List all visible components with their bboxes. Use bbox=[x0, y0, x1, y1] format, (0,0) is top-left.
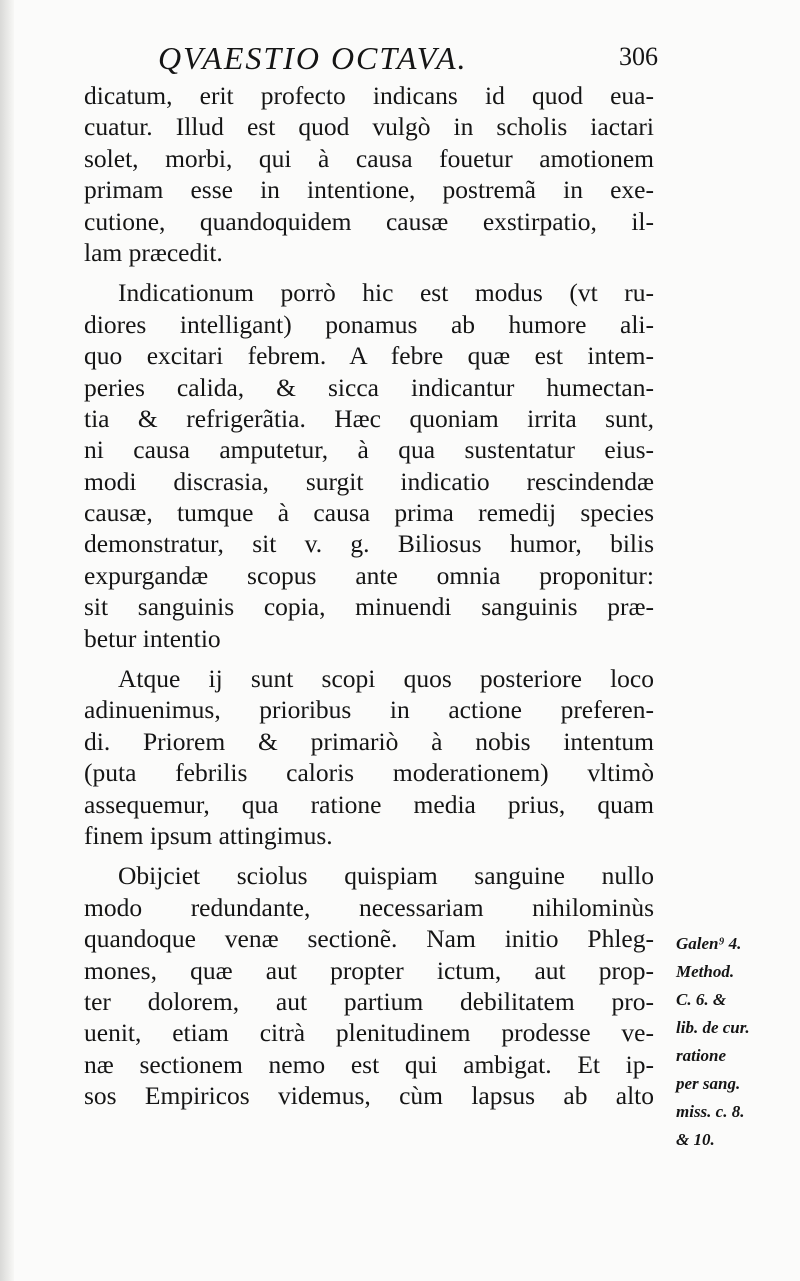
text-line: demonstratur, sit v. g. Biliosus humor, bilis bbox=[84, 529, 654, 559]
text-line: causæ, tumque à causa prima remedij species bbox=[84, 498, 654, 528]
margin-note-line: lib. de cur. bbox=[676, 1018, 750, 1037]
text-line: betur intentio bbox=[84, 623, 221, 653]
text-line: tia & refrigerãtia. Hæc quoniam irrita sunt, bbox=[84, 403, 654, 433]
text-line: (puta febrilis caloris moderationem) vltimò bbox=[84, 758, 654, 788]
text-line: quo excitari febrem. A febre quæ est intem- bbox=[84, 341, 654, 371]
text-line: sos Empiricos videmus, cùm lapsus ab alto bbox=[84, 1081, 654, 1111]
text-line: næ sectionem nemo est qui ambigat. Et ip- bbox=[84, 1049, 654, 1079]
text-line: solet, morbi, qui à causa fouetur amotionem bbox=[84, 143, 654, 173]
margin-note-line: C. 6. & bbox=[676, 990, 727, 1009]
margin-note-line: Method. bbox=[676, 962, 735, 981]
text-line: finem ipsum attingimus. bbox=[84, 820, 333, 850]
running-head: QVAESTIO OCTAVA. bbox=[158, 40, 468, 76]
page-header bbox=[158, 40, 658, 80]
margin-note-line: ratione bbox=[676, 1046, 727, 1065]
margin-note-line: Galen⁹ 4. bbox=[676, 934, 742, 953]
page-number: 306 bbox=[619, 42, 658, 71]
marginal-reference bbox=[676, 930, 798, 1154]
text-line: cutione, quandoquidem causæ exstirpatio, il- bbox=[84, 206, 654, 236]
margin-note-line: & 10. bbox=[676, 1130, 715, 1149]
text-line: expurgandæ scopus ante omnia proponitur: bbox=[84, 560, 654, 590]
text-line: ni causa amputetur, à qua sustentatur eius- bbox=[84, 435, 654, 465]
text-line: dicatum, erit profecto indicans id quod eua- bbox=[84, 81, 654, 110]
margin-note-line: per sang. bbox=[676, 1074, 741, 1093]
text-line: di. Priorem & primariò à nobis intentum bbox=[84, 726, 654, 756]
page-gutter-shadow bbox=[0, 0, 14, 1281]
text-line: adinuenimus, prioribus in actione preferen- bbox=[84, 695, 654, 725]
text-line: quandoque venæ sectionẽ. Nam initio Phleg- bbox=[84, 924, 654, 954]
body-text bbox=[84, 80, 654, 1112]
text-line: Obijciet sciolus quispiam sanguine nullo bbox=[118, 861, 654, 891]
margin-note-line: miss. c. 8. bbox=[676, 1102, 745, 1121]
text-line: diores intelligant) ponamus ab humore ali- bbox=[84, 309, 654, 339]
text-line: primam esse in intentione, postremã in exe- bbox=[84, 175, 654, 205]
text-line: mones, quæ aut propter ictum, aut prop- bbox=[84, 955, 654, 985]
text-line: uenit, etiam citrà plenitudinem prodesse ve- bbox=[84, 1018, 654, 1048]
text-line: assequemur, qua ratione media prius, quam bbox=[84, 789, 654, 819]
text-line: Atque ij sunt scopi quos posteriore loco bbox=[118, 664, 654, 694]
text-line: lam præcedit. bbox=[84, 237, 223, 267]
text-line: sit sanguinis copia, minuendi sanguinis præ- bbox=[84, 592, 654, 622]
text-line: modi discrasia, surgit indicatio rescindendæ bbox=[84, 466, 654, 496]
text-line: Indicationum porrò hic est modus (vt ru- bbox=[118, 278, 654, 308]
text-line: ter dolorem, aut partium debilitatem pro- bbox=[84, 986, 654, 1016]
text-line: peries calida, & sicca indicantur humectan- bbox=[84, 372, 654, 402]
text-line: cuatur. Illud est quod vulgò in scholis iactari bbox=[84, 112, 654, 142]
text-line: modo redundante, necessariam nihilominùs bbox=[84, 892, 654, 922]
